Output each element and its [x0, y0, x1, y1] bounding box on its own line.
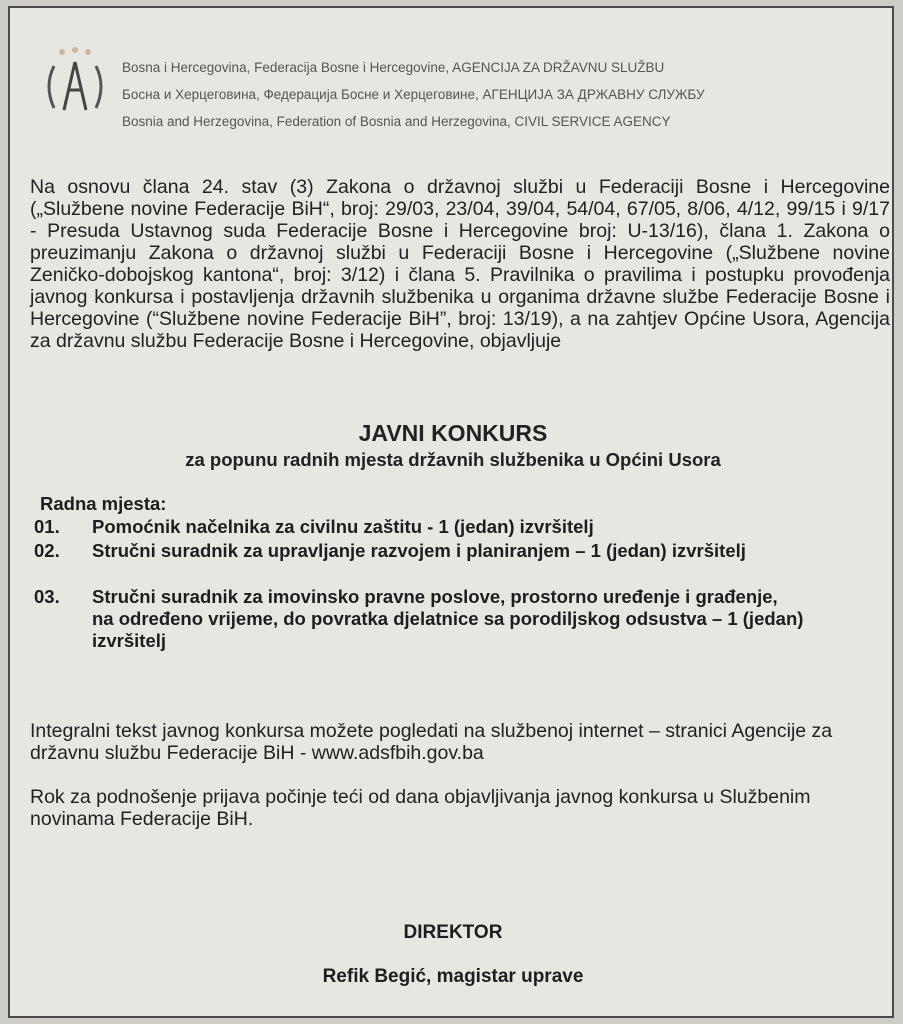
notice-subtitle: za popunu radnih mjesta državnih službenika u Općini Usora [185, 449, 721, 470]
deadline-paragraph: Rok za podnošenje prijava počinje teći od dana objavljivanja javnog konkursa u Službenim novinama Federacije BiH. [30, 786, 811, 830]
positions-heading: Radna mjesta: [40, 493, 167, 514]
position-text-main: Stručni suradnik za imovinsko pravne poslove, prostorno uređenje i građenje, [92, 586, 778, 607]
position-text-extra: na određeno vrijeme, do povratka djelatnice sa porodiljskog odsustva – 1 (jedan) izvršitelj [92, 608, 804, 651]
notice-page [8, 6, 894, 1018]
position-text: Pomoćnik načelnika za civilnu zaštitu - 1 (jedan) izvršitelj [92, 516, 594, 537]
agency-header [122, 54, 705, 135]
position-text [92, 586, 872, 652]
header-line-cyrillic: Босна и Херцеговина, Федерација Босне и Херцеговине, АГЕНЦИЈА ЗА ДРЖАВНУ СЛУЖБУ [122, 87, 705, 102]
notice-title: JAVNI KONKURS [358, 420, 548, 446]
header-line-english: Bosnia and Herzegovina, Federation of Bosnia and Herzegovina, CIVIL SERVICE AGENCY [122, 114, 671, 129]
position-number: 01. [34, 516, 60, 537]
agency-logo-icon [40, 44, 110, 128]
signature-title: DIREKTOR [403, 922, 503, 943]
position-text: Stručni suradnik za upravljanje razvojem i planiranjem – 1 (jedan) izvršitelj [92, 540, 746, 561]
header-line-latin: Bosna i Hercegovina, Federacija Bosne i Hercegovine, AGENCIJA ZA DRŽAVNU SLUŽBU [122, 60, 665, 75]
intro-paragraph: Na osnovu člana 24. stav (3) Zakona o državnoj službi u Federaciji Bosne i Hercegovine („Službene novine Federacije BiH“, broj: 29/03, 23/04, 39/04, 54/04, 67/05, 8/06, 4/12, 99/15 i 9/17 - Presuda Ustavnog suda Federacije Bosne i Hercegovine broj: U-13/16), člana 1. Zakona o preuzimanju Zakona o državnoj službi u Federaciji Bosne i Hercegovine („Službene novine Zeničko-dobojskog kantona“, broj: 3/12) i člana 5. Pravilnika o pravilima i postupku provođenja javnog konkursa i postavljenja državnih službenika u organima državne službe Federacije Bosne i Hercegovine (“Službene novine Federacije BiH”, broj: 13/19), a na zahtjev Općine Usora, Agencija za državnu službu Federacije Bosne i Hercegovine, objavljuje [30, 176, 890, 352]
position-number: 02. [34, 540, 60, 561]
info-paragraph: Integralni tekst javnog konkursa možete pogledati na službenoj internet – stranici Agencije za državnu službu Federacije BiH - www.adsfbih.gov.ba [30, 720, 833, 764]
position-number: 03. [34, 586, 60, 607]
signature-name: Refik Begić, magistar uprave [322, 966, 584, 987]
